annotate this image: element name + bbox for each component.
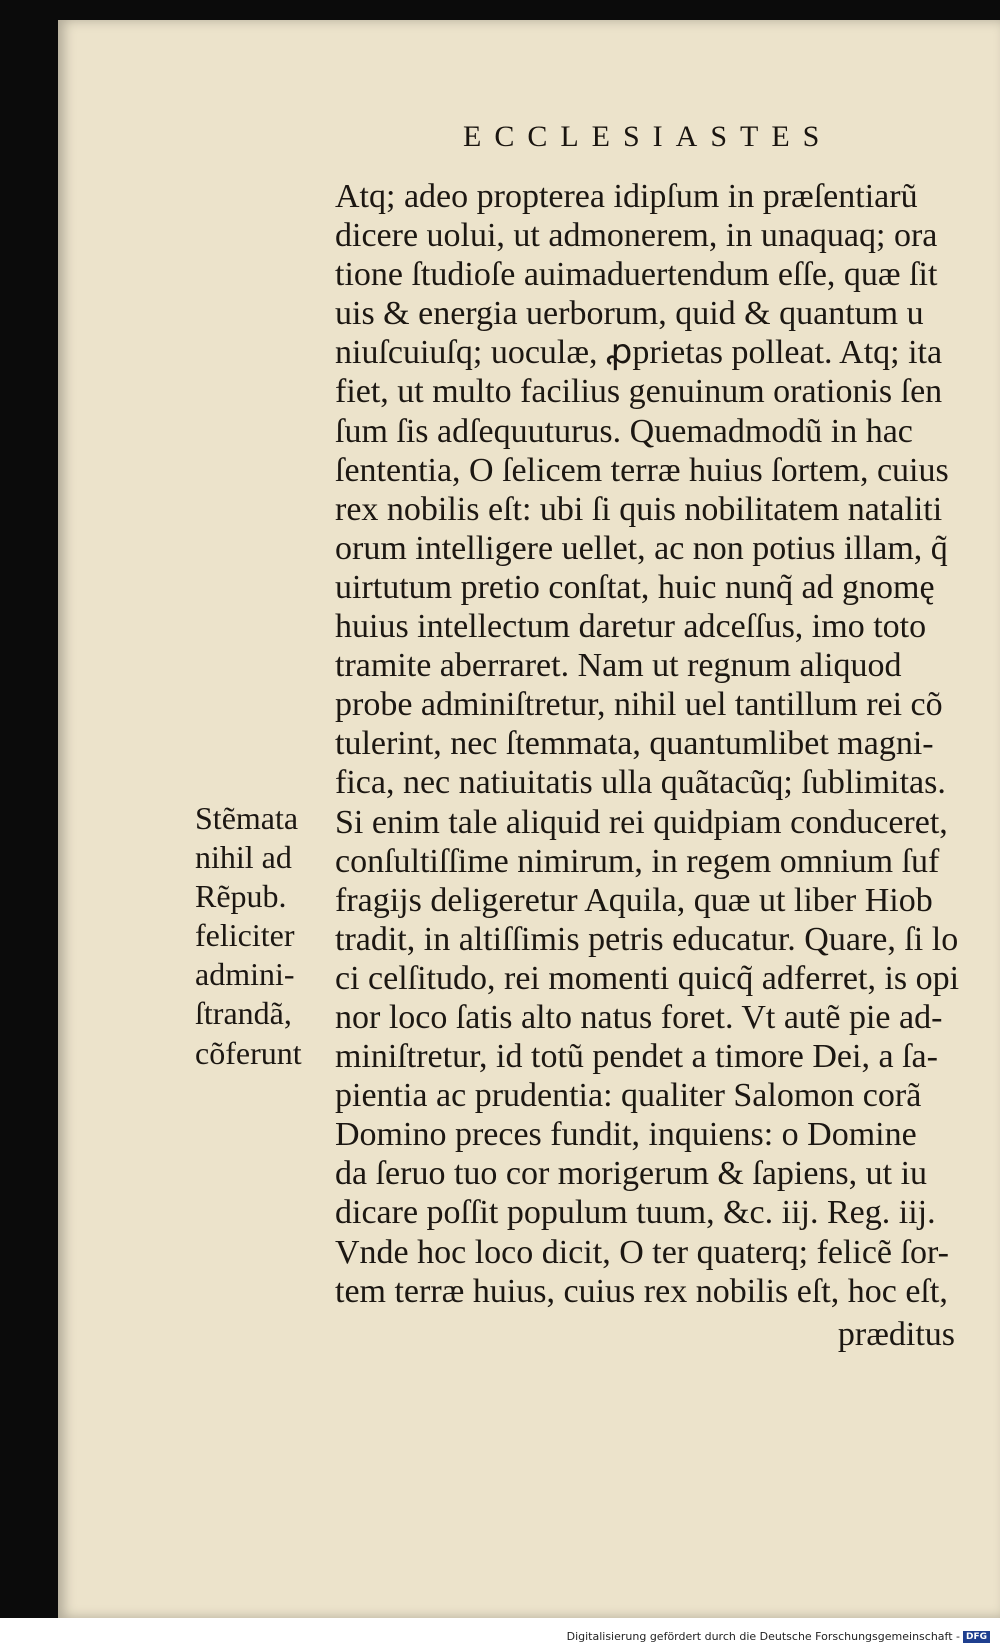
footer-credit <box>567 1630 990 1643</box>
text-line: dicere uolui, ut admonerem, in unaquaq; ora <box>335 217 938 255</box>
text-line: tramite aberraret. Nam ut regnum aliquod <box>335 647 902 685</box>
text-line: dicare poſſit populum tuum, &c. iij. Reg. iij. <box>335 1194 936 1232</box>
marginal-note-line: ſtrandã, <box>195 995 292 1032</box>
text-line: uis & energia uerborum, quid & quantum u <box>335 295 924 333</box>
text-line: rex nobilis eſt: ubi ſi quis nobilitatem nataliti <box>335 490 943 528</box>
text-line: probe adminiſtretur, nihil uel tantillum rei cõ <box>335 686 943 724</box>
text-line: tulerint, nec ſtemmata, quantumlibet magni- <box>335 725 934 763</box>
text-line: nor loco ſatis alto natus foret. Vt autẽ pie ad- <box>335 998 943 1036</box>
text-line: tradit, in altiſſimis petris educatur. Quare, ſi lo <box>335 920 959 958</box>
footer-bar <box>0 1618 1000 1652</box>
text-line: fragijs deligeretur Aquila, quæ ut liber Hiob <box>335 881 933 919</box>
text-line: miniſtretur, id totũ pendet a timore Dei, a ſa- <box>335 1038 938 1076</box>
text-line: fica, nec natiuitatis ulla quãtacũq; ſublimitas. <box>335 764 946 802</box>
text-line: conſultiſſime nimirum, in regem omnium ſuf <box>335 842 940 880</box>
marginal-note-line: Rẽpub. <box>195 878 287 915</box>
catchword: præditus <box>837 1316 955 1353</box>
marginal-note-line: nihil ad <box>195 839 292 876</box>
marginal-note-line: admini- <box>195 956 295 993</box>
text-line: Si enim tale aliquid rei quidpiam conduceret, <box>335 803 948 841</box>
text-line: Vnde hoc loco dicit, O ter quaterq; felicẽ ſor- <box>335 1233 949 1271</box>
text-line: Domino preces fundit, inquiens: o Domine <box>335 1116 917 1154</box>
text-line: da ſeruo tuo cor morigerum & ſapiens, ut iu <box>335 1155 928 1193</box>
marginal-note-line: feliciter <box>195 917 295 954</box>
marginal-note <box>195 799 302 1073</box>
book-page <box>58 20 1000 1618</box>
body-text <box>335 177 1000 1311</box>
marginal-note-line: Stẽmata <box>195 800 299 836</box>
text-line: tem terræ huius, cuius rex nobilis eſt, hoc eſt, <box>335 1272 948 1310</box>
marginal-note-line: cõferunt <box>195 1034 302 1071</box>
text-line: orum intelligere uellet, ac non potius illam, q̃ <box>335 529 948 567</box>
text-line: ci celſitudo, rei momenti quicq̃ adferret, is opi <box>335 959 960 997</box>
text-line: huius intellectum daretur adceſſus, imo toto <box>335 608 927 646</box>
running-head: ECCLESIASTES <box>463 120 833 153</box>
text-line: pientia ac prudentia: qualiter Salomon corã <box>335 1077 922 1115</box>
text-line: fiet, ut multo facilius genuinum orationis ſen <box>335 373 943 411</box>
footer-credit-text: Digitalisierung gefördert durch die Deutsche Forschungsgemeinschaft - <box>566 1630 960 1643</box>
dfg-logo: DFG <box>963 1631 990 1643</box>
text-line: niuſcuiuſq; uoculæ, ꝓprietas polleat. Atq; ita <box>335 334 943 372</box>
text-line: ſum ſis adſequuturus. Quemadmodũ in hac <box>335 412 913 450</box>
text-line: tione ſtudioſe auimaduertendum eſſe, quæ ſit <box>335 256 938 294</box>
text-line: uirtutum pretio conſtat, huic nunq̃ ad gnomę <box>335 568 935 606</box>
text-line: ſententia, O ſelicem terræ huius ſortem, cuius <box>335 451 949 489</box>
text-line: Atq; adeo propterea idipſum in præſentiarũ <box>335 178 918 215</box>
